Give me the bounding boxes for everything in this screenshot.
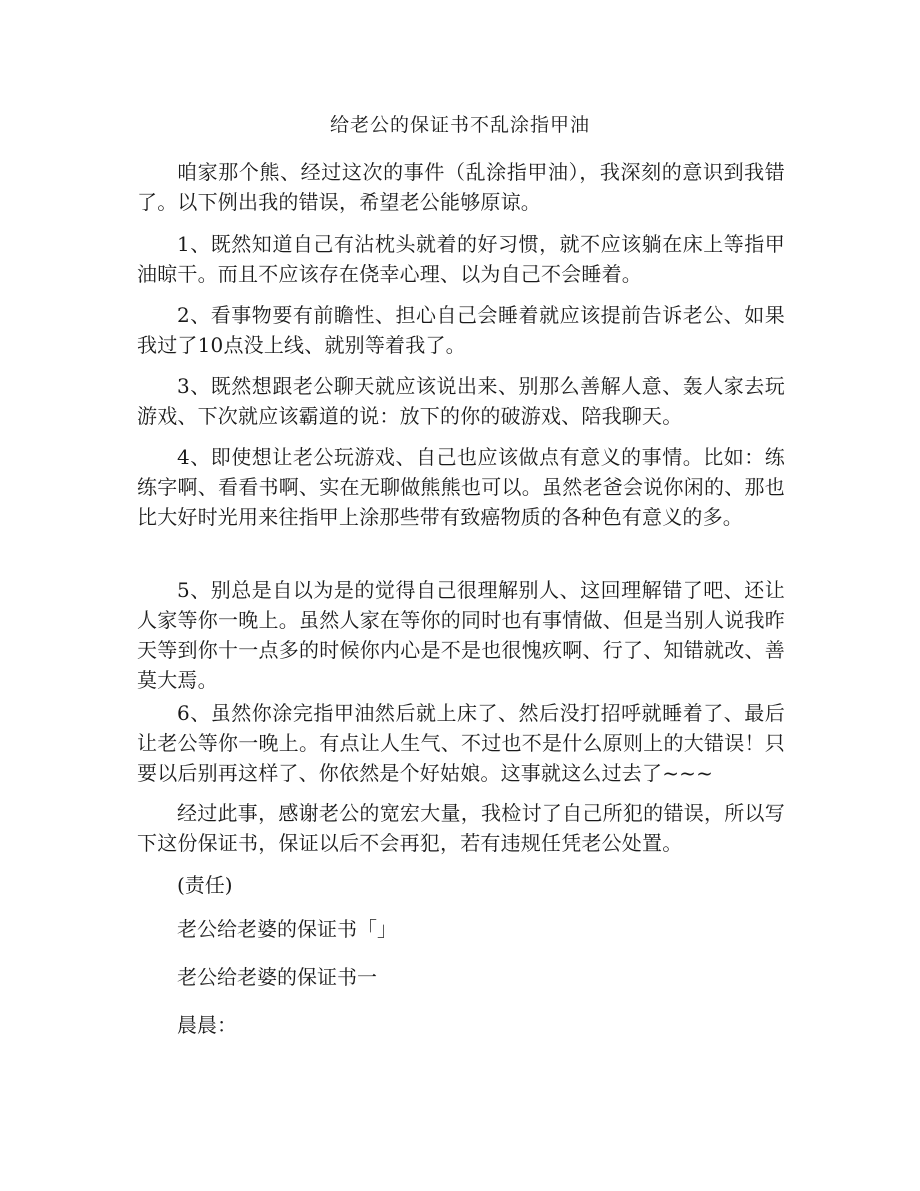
point-6-paragraph: 6、虽然你涂完指甲油然后就上床了、然后没打招呼就睡着了、最后让老公等你一晚上。有点让人生气、不过也不是什么原则上的大错误！只要以后别再这样了、你依然是个好姑娘。这事就这么过去了~~~ — [137, 701, 785, 785]
document-title: 给老公的保证书不乱涂指甲油 — [329, 114, 590, 136]
heading-line-1: 老公给老婆的保证书「」 — [177, 917, 397, 941]
note-line: (责任) — [177, 873, 233, 897]
intro-paragraph: 咱家那个熊、经过这次的事件（乱涂指甲油），我深刻的意识到我错了。以下例出我的错误，希望老公能够原谅。 — [137, 160, 785, 214]
point-5-paragraph: 5、别总是自以为是的觉得自己很理解别人、这回理解错了吧、还让人家等你一晚上。虽然人家在等你的同时也有事情做、但是当别人说我昨天等到你十一点多的时候你内心是不是也很愧疚啊、行了、知错就改、善莫大焉。 — [137, 578, 785, 692]
heading-line-2: 老公给老婆的保证书一 — [177, 965, 377, 989]
point-3-paragraph: 3、既然想跟老公聊天就应该说出来、别那么善解人意、轰人家去玩游戏、下次就应该霸道的说：放下的你的破游戏、陪我聊天。 — [137, 374, 785, 428]
conclusion-paragraph: 经过此事，感谢老公的宽宏大量，我检讨了自己所犯的错误，所以写下这份保证书，保证以后不会再犯，若有违规任凭老公处置。 — [137, 801, 785, 855]
point-1-paragraph: 1、既然知道自己有沾枕头就着的好习惯，就不应该躺在床上等指甲油晾干。而且不应该存在侥幸心理、以为自己不会睡着。 — [137, 232, 785, 286]
salutation-line: 晨晨： — [177, 1013, 237, 1037]
point-2-paragraph: 2、看事物要有前瞻性、担心自己会睡着就应该提前告诉老公、如果我过了10点没上线、就别等着我了。 — [137, 303, 785, 357]
point-4-paragraph: 4、即使想让老公玩游戏、自己也应该做点有意义的事情。比如：练练字啊、看看书啊、实在无聊做熊熊也可以。虽然老爸会说你闲的、那也比大好时光用来往指甲上涂那些带有致癌物质的各种色有意义的多。 — [137, 445, 785, 529]
